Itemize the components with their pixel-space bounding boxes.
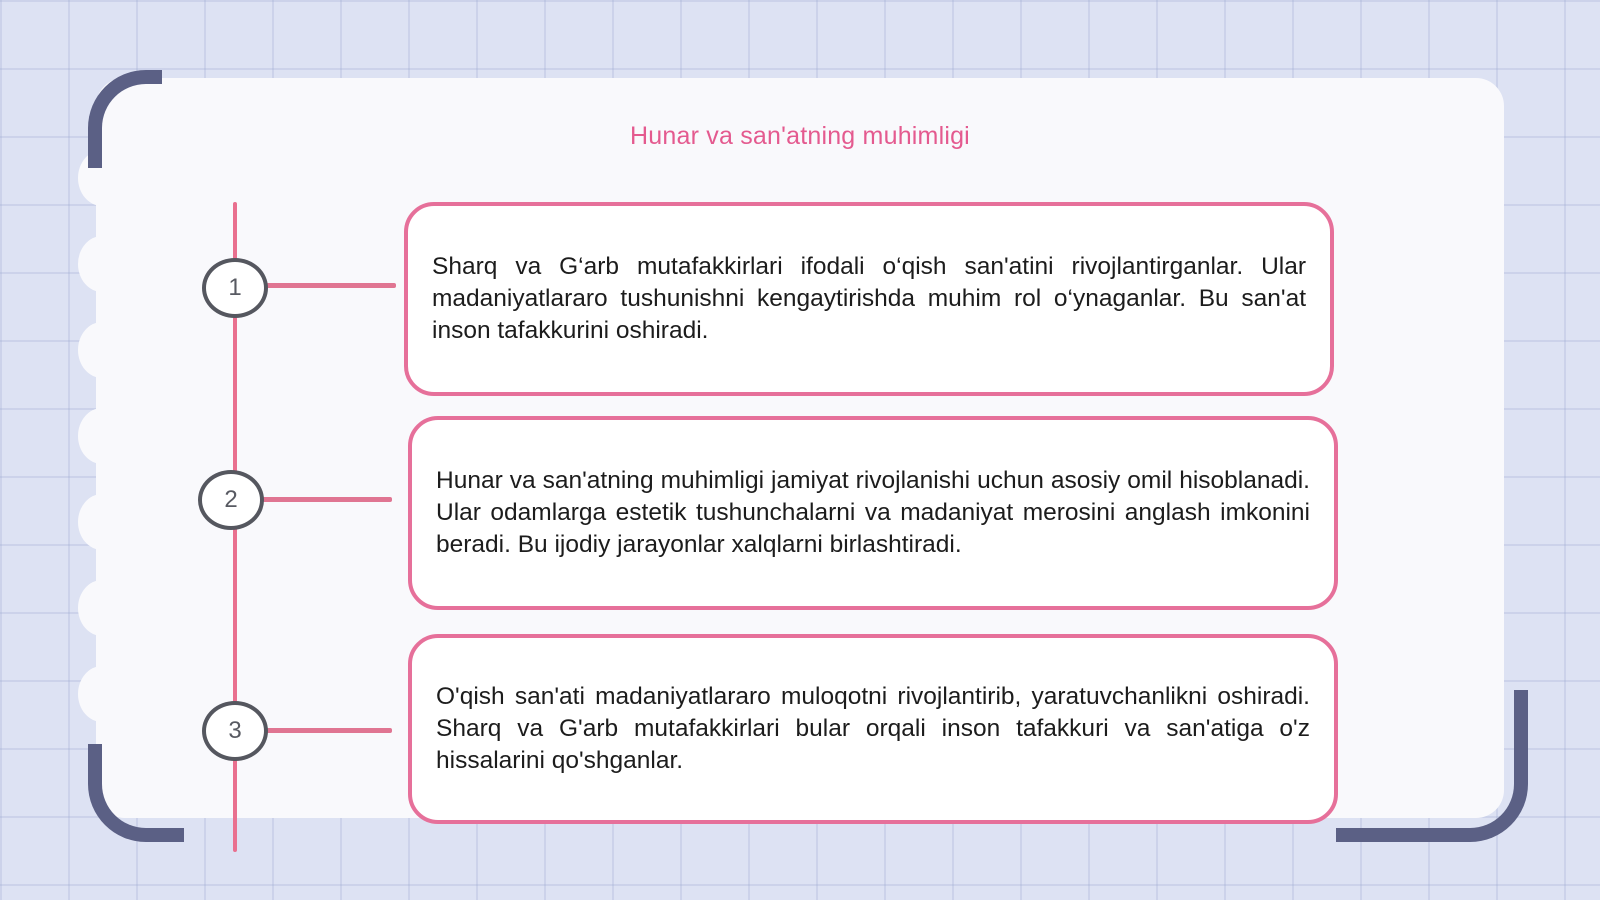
card-scallop — [78, 666, 126, 722]
step-text-3: O'qish san'ati madaniyatlararo muloqotni rivojlantirib, yaratuvchanlikni oshiradi. Sharq va G'arb mutafakkirlari bular orqali inson tafakkuri va san'atiga o'z hissalarini qo'shganlar. — [436, 683, 1310, 774]
corner-bracket-bottom-left — [88, 744, 184, 842]
corner-bracket-bottom-right — [1336, 690, 1528, 842]
step-text-1: Sharq va G‘arb mutafakkirlari ifodali o‘qish san'atini rivojlantirganlar. Ular madaniyatlararo tushunishni kengaytirishda muhim rol o‘ynaganlar. Bu san'at inson tafakkurini oshiradi. — [432, 253, 1306, 344]
step-number-1: 1 — [202, 258, 268, 318]
timeline-connector-3 — [266, 728, 392, 733]
timeline-connector-2 — [262, 497, 392, 502]
step-number-2: 2 — [198, 470, 264, 530]
timeline-connector-1 — [266, 283, 396, 288]
card-scallop — [78, 580, 126, 636]
slide-title: Hunar va san'atning muhimligi — [630, 122, 970, 150]
card-scallop — [78, 322, 126, 378]
card-scallop — [78, 494, 126, 550]
step-box-2 — [408, 416, 1338, 610]
corner-bracket-top-left — [88, 70, 162, 168]
step-box-1 — [404, 202, 1334, 396]
step-box-3 — [408, 634, 1338, 824]
card-scallop — [78, 408, 126, 464]
step-text-2: Hunar va san'atning muhimligi jamiyat rivojlanishi uchun asosiy omil hisoblanadi. Ular odamlarga estetik tushunchalarni va madaniyat merosini anglash imkonini beradi. Bu ijodiy jarayonlar xalqlarni birlashtiradi. — [436, 467, 1310, 558]
step-number-3: 3 — [202, 701, 268, 761]
card-scallop — [78, 236, 126, 292]
